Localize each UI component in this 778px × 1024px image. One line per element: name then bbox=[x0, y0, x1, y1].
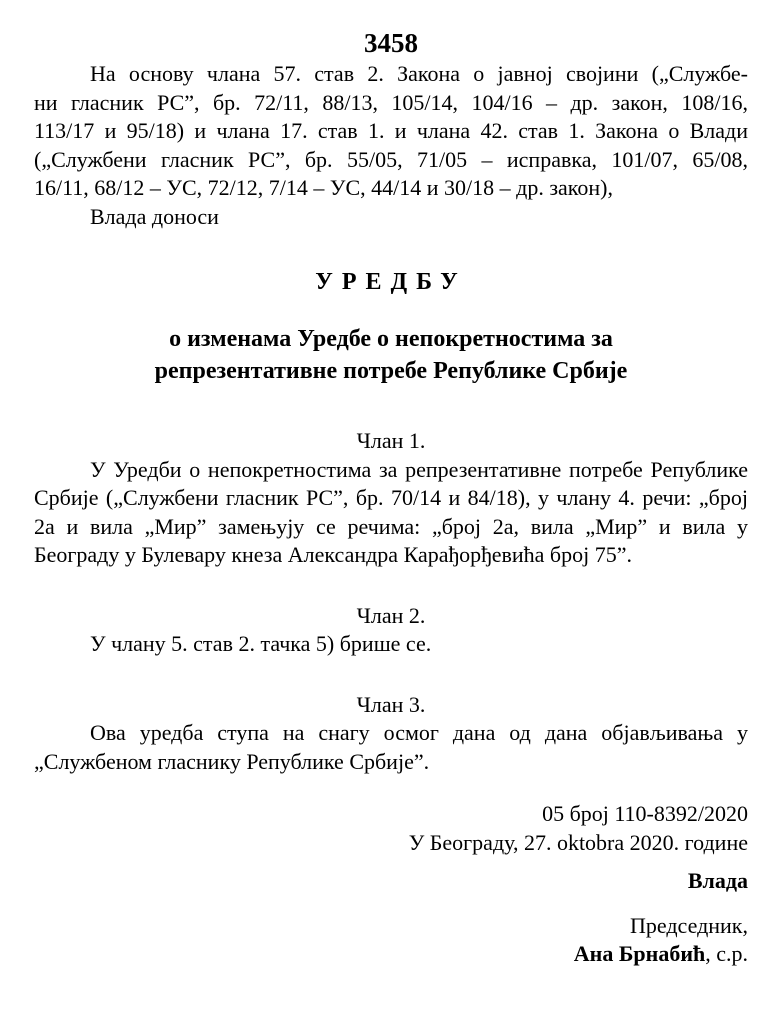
act-title: УРЕДБУ bbox=[315, 269, 467, 295]
article-1-heading: Члан 1. bbox=[356, 428, 426, 453]
signer-name: Ана Брнабић bbox=[573, 941, 706, 966]
preamble-line-1: На основу члана 57. став 2. Закона о јавној својини („Службе- bbox=[90, 61, 748, 86]
signer-suffix: , с.р. bbox=[705, 941, 748, 966]
article-2-text: У члану 5. став 2. тачка 5) брише се. bbox=[90, 631, 432, 656]
preamble-line-4: („Службени гласник РС”, бр. 55/05, 71/05 – исправка, 101/07, 65/08, bbox=[34, 146, 748, 172]
act-number: 3458 bbox=[364, 28, 418, 58]
place-date: У Београду, 27. oktobra 2020. године bbox=[408, 829, 748, 855]
government-label: Влада bbox=[687, 868, 748, 893]
preamble-line-5: 16/11, 68/12 – УС, 72/12, 7/14 – УС, 44/14 и 30/18 – др. закон), bbox=[34, 175, 613, 200]
act-subtitle-line-1: о изменама Уредбе о непокретностима за bbox=[169, 326, 613, 352]
preamble bbox=[34, 60, 748, 231]
preamble-line-3: 113/17 и 95/18) и члана 17. став 1. и члана 42. став 1. Закона о Влади bbox=[34, 118, 748, 143]
article-1-text: У Уредби о непокретностима за репрезентативне потребе Републике Србије („Службени гласник РС”, бр. 70/14 и 84/18), у члану 4. речи: „број 2а и вила „Мир” замењују се речима: „број 2а, вила „Мир” и вила у Београду у Булевару кнеза Александра Карађорђевића број 75”. bbox=[34, 456, 748, 567]
act-subtitle bbox=[34, 323, 748, 387]
decision-number: 05 број 110-8392/2020 bbox=[542, 801, 748, 826]
article-2-heading: Члан 2. bbox=[356, 602, 426, 628]
president-title: Председник, bbox=[630, 912, 748, 938]
article-3-heading: Члан 3. bbox=[356, 691, 426, 717]
signature-line bbox=[34, 940, 748, 969]
article-3-text: Ова уредба ступа на снагу осмог дана од дана објављивања у „Службеном гласнику Републике Србије”. bbox=[34, 720, 748, 774]
act-subtitle-line-2: репрезентативне потребе Републике Србије bbox=[154, 358, 628, 384]
adopts-line: Влада доноси bbox=[90, 203, 219, 229]
preamble-line-2: ни гласник РС”, бр. 72/11, 88/13, 105/14, 104/16 – др. закон, 108/16, bbox=[34, 89, 748, 115]
gazette-page bbox=[34, 28, 748, 969]
